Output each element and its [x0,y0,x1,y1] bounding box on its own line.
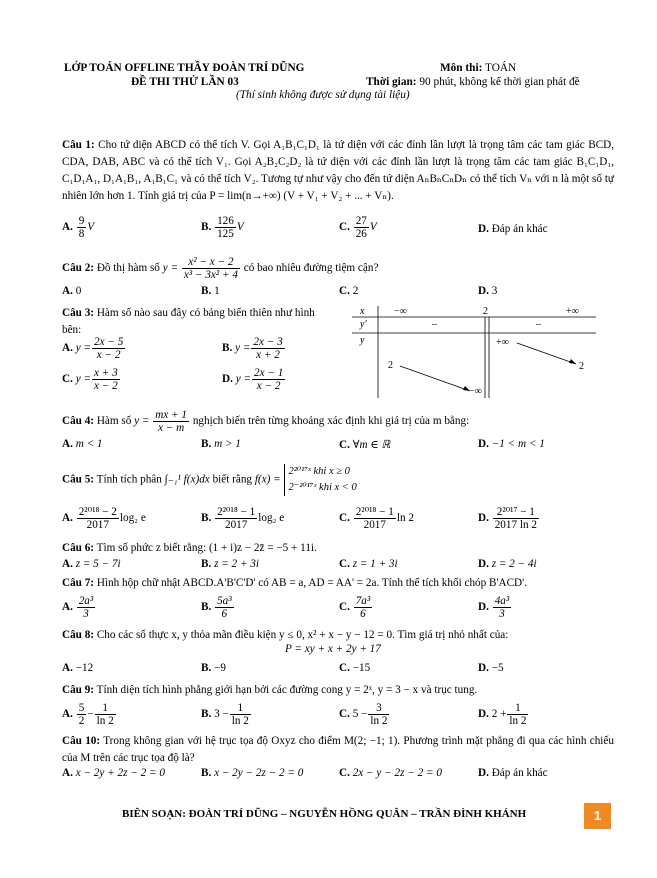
option-tail: V [87,221,95,234]
question-label: Câu 5: [62,473,95,486]
question-text: Trong không gian với hệ trục tọa độ Oxyz cho điểm M(2; −1; 1). Phương trình mặt phẳng đi qua các hình chiếu của M trên các trục tọa độ là? [62,735,614,764]
option-label: A. [62,342,73,355]
option-label: D. [478,662,489,674]
denominator: x − 2 [96,349,121,361]
denominator: 8 [78,228,85,240]
numerator: 126 [217,215,234,227]
denominator: ln 2 [96,715,114,727]
option-label: B. [201,512,212,525]
q5-option-a[interactable] [62,506,146,531]
fraction [95,702,116,727]
fraction [354,215,369,240]
option-label: B. [201,438,212,450]
denominator: 6 [221,608,228,620]
q5-option-b[interactable] [201,506,284,531]
q4-option-d[interactable] [478,438,545,450]
denominator: 125 [217,228,234,240]
denominator: 2017 [224,519,248,531]
question-label: Câu 9: [62,684,95,696]
table-x-right: +∞ [566,306,579,317]
question-3 [62,305,330,339]
question-text-end: có bao nhiêu đường tiệm cận? [243,262,379,275]
question-10 [62,733,614,767]
q2-option-d[interactable] [478,285,497,297]
option-text: 2x − y − 2z − 2 = 0 [352,767,442,779]
option-label: D. [478,767,489,779]
fraction [77,215,87,240]
denominator: 2017 [86,519,109,531]
q5-option-d[interactable] [478,506,540,531]
time-label: Thời gian: [366,76,417,88]
numerator: 9 [78,215,85,227]
q8-option-b[interactable] [201,662,226,674]
option-label: A. [62,601,73,614]
question-5 [62,464,614,500]
denominator: ln 2 [370,715,388,727]
numerator: 1 [507,702,528,715]
option-label: B. [201,708,212,721]
variation-table-grid [352,306,596,398]
option-text: −15 [352,662,371,674]
denominator: x − 2 [256,380,281,392]
numerator: 4a³ [494,595,510,607]
question-text-end: nghịch biến trên từng khoảng xác định khi giá trị của m bằng: [192,415,470,428]
q4-options [62,438,614,460]
numerator: 3 [368,702,389,715]
option-tail: log₂ e [258,512,285,525]
q7-option-b[interactable] [201,595,235,620]
question-text: Hình hộp chữ nhật ABCD.A'B'C'D' có AB = a, AD = AA' = 2a. Tính thể tích khối chóp B'ACD'. [96,577,527,589]
page-number-badge: 1 [584,803,611,829]
table-y-label: y [360,335,365,346]
option-label: D. [222,373,233,386]
table-x-label: x [360,306,365,317]
option-tail: V [369,221,377,234]
question-9 [62,682,614,699]
denominator: 26 [355,228,367,240]
numerator: 2a³ [78,595,94,607]
fraction [77,506,119,531]
option-label: A. [62,662,73,674]
q1-option-c[interactable] [339,215,377,240]
fraction [182,256,240,281]
option-text: x − 2y + 2z − 2 = 0 [75,767,165,779]
option-label: B. [222,342,233,355]
question-7 [62,575,614,592]
option-label: B. [201,221,212,234]
question-label: Câu 6: [62,542,95,554]
numerator: 27 [355,215,367,227]
question-label: Câu 2: [62,262,95,275]
option-text: m < 1 [75,438,103,450]
option-label: B. [201,601,212,614]
option-label: C. [339,512,350,525]
q1-option-b[interactable] [201,215,244,240]
operator: − [87,708,94,721]
question-text: Cho các số thực x, y thỏa mãn điều kiện y ≤ 0, x² + x − y − 12 = 0. Tìm giá trị nhỏ nhất của: [96,629,509,641]
fraction [77,595,96,620]
function-lhs: y = [134,415,150,428]
case-1: 2²⁰¹⁷ˣ khi x ≥ 0 [288,466,350,477]
function-lhs: y = [75,342,91,355]
q9-option-a[interactable] [62,702,117,727]
function-lhs: y = [235,342,251,355]
denominator: 3 [83,608,89,620]
question-text: Đồ thị hàm số [96,262,160,275]
q9-option-c[interactable] [339,702,390,727]
option-tail: ln 2 [396,512,414,525]
table-x-mid: 2 [483,306,488,317]
q10-option-a[interactable] [62,767,165,779]
numerator: 7a³ [355,595,371,607]
option-label: A. [62,767,73,779]
option-label: C. [339,708,350,721]
fraction [230,702,251,727]
q9-options [62,702,614,730]
denominator: 6 [360,608,366,620]
option-tail: log₂ e [119,512,146,525]
numerator: 2²⁰¹⁸ − 2 [78,506,117,518]
fraction [493,595,512,620]
q7-option-c[interactable] [339,595,373,620]
denominator: x − 2 [94,380,118,392]
table-sign-left: – [432,319,437,330]
function-lhs: y = [75,373,91,386]
q7-options [62,595,614,623]
denominator: x + 2 [256,349,280,361]
table-x-left: −∞ [394,306,407,317]
option-label: C. [339,662,350,674]
option-label: C. [62,373,73,386]
fraction [92,336,125,361]
piecewise-lhs: f(x) = [254,473,281,486]
option-label: D. [478,223,489,235]
option-label: D. [478,601,489,614]
question-6 [62,540,614,557]
denominator: x − m [158,422,185,434]
exam-note: (Thí sinh không được sử dụng tài liệu) [236,89,410,101]
q10-option-c[interactable] [339,767,442,779]
question-label: Câu 3: [62,307,95,319]
denominator: 3 [499,608,505,620]
subject-line [440,62,516,74]
numerator: x + 3 [94,367,118,379]
fraction [215,506,257,531]
option-pre: 2 + [491,708,507,721]
footer-authors: BIÊN SOẠN: ĐOÀN TRÍ DŨNG – NGUYỄN HỒNG QUÂN – TRẦN ĐÌNH KHÁNH [122,808,527,820]
option-label: C. [339,558,350,570]
option-label: C. [339,601,350,614]
q5-option-c[interactable] [339,506,414,531]
option-label: A. [62,221,73,234]
option-label: A. [62,285,73,297]
question-8 [62,627,614,644]
q8-formula: P = xy + x + 2y + 17 [285,643,381,655]
q8-options [62,662,614,684]
option-text: z = 2 + 3i [214,558,259,570]
piecewise-cases [284,464,357,496]
denominator: x³ − 3x² + 4 [183,269,238,281]
numerator: 2x − 1 [254,367,284,379]
fraction [215,215,236,240]
q6-option-b[interactable] [201,558,259,570]
fraction [252,367,285,392]
fraction [77,702,87,727]
option-label: D. [478,285,489,297]
fraction [493,506,539,531]
option-text: ∀m ∈ ℝ [352,439,391,451]
function-lhs: y = [235,373,251,386]
option-label: B. [201,285,212,297]
q2-option-b[interactable] [201,285,220,297]
q3-option-d[interactable] [222,367,286,392]
question-label: Câu 1: [62,139,95,151]
question-text: Tính diện tích hình phẳng giới hạn bởi các đường cong y = 2ˣ, y = 3 − x và trục tung. [96,684,478,696]
option-text: 0 [75,285,82,297]
numerator: mx + 1 [155,409,188,421]
option-label: C. [339,285,350,297]
option-text: −5 [491,662,504,674]
fraction [354,595,373,620]
time-value: 90 phút, không kể thời gian phát đề [419,76,580,88]
option-text: 1 [214,285,220,297]
fraction [92,367,120,392]
q8-option-d[interactable] [478,662,504,674]
table-y-left-top: 2 [388,360,393,371]
question-text: Hàm số [96,415,132,428]
option-text: −12 [75,662,94,674]
option-label: D. [478,558,489,570]
q4-option-c[interactable] [339,438,390,451]
denominator: 2017 [363,519,386,531]
q3-option-c[interactable] [62,367,121,392]
exam-title: ĐỀ THI THỬ LẦN 03 [131,76,239,88]
q10-option-d[interactable] [478,767,548,779]
q2-option-c[interactable] [339,285,358,297]
question-text: Cho tứ diện ABCD có thể tích V. Gọi A₁B₁C₁D₁ là tứ diện với các đỉnh lần lượt là trọng tâm các tam giác BCD, CDA, DAB, ABC và có thể tích V₁. Gọi A₂B₂C₂D₂ là tứ diện với các đỉnh lần lượt là trọng tâm các tam giác B₁C₁D₁, C₁D₁A₁, D₁A₁B₁, A₁B₁C₁ và có thể tích V₂. Tương tự như vậy cho đến tứ diện AₙBₙCₙDₙ có thể tích Vₙ với n là một số tự nhiên lớn hơn 1. Tính giá trị của P = lim(n→+∞) (V + V₁ + V₂ + ... + Vₙ). [62,139,615,202]
numerator: x² − x − 2 [182,256,240,269]
table-sign-right: – [536,319,541,330]
option-label: B. [201,558,212,570]
case-2: 2⁻²⁰¹⁷ˣ khi x < 0 [288,482,357,493]
denominator: 2 [78,715,85,727]
option-label: C. [339,439,350,451]
numerator: 2²⁰¹⁸ − 1 [217,506,256,518]
option-label: C. [339,221,350,234]
time-line [366,76,580,88]
option-label: A. [62,558,73,570]
option-text: z = 1 + 3i [352,558,398,570]
q4-option-b[interactable] [201,438,241,450]
variation-table [352,306,596,396]
numerator: 2x − 5 [94,336,124,348]
denominator: 2017 ln 2 [494,519,537,531]
option-label: B. [201,767,212,779]
numerator: 2²⁰¹⁷ − 1 [493,506,539,519]
option-label: D. [478,438,489,450]
q2-option-a[interactable] [62,285,81,297]
option-text: −1 < m < 1 [491,438,545,450]
option-text: z = 2 − 4i [491,558,537,570]
q8-option-a[interactable] [62,662,93,674]
q3-option-a[interactable] [62,336,126,361]
question-4 [62,409,614,434]
table-y-left-bottom: −∞ [469,386,482,397]
q10-option-b[interactable] [201,767,303,779]
option-text: m > 1 [214,438,241,450]
q1-options [62,215,614,243]
numerator: 2²⁰¹⁸ − 1 [355,506,394,518]
q10-options [62,767,614,789]
option-label: A. [62,438,73,450]
fraction [354,506,396,531]
question-label: Câu 8: [62,629,95,641]
q7-option-a[interactable] [62,595,96,620]
option-label: D. [478,708,489,721]
q6-option-c[interactable] [339,558,398,570]
option-text: Đáp án khác [491,767,548,779]
fraction [215,595,234,620]
question-label: Câu 4: [62,415,95,428]
q9-option-b[interactable] [201,702,252,727]
question-2 [62,256,614,281]
q6-option-d[interactable] [478,558,537,570]
subject-value: TOÁN [485,62,517,74]
q5-options [62,506,614,536]
numerator: 5a³ [217,595,232,607]
q1-option-a[interactable] [62,215,94,240]
fraction [153,409,189,434]
table-y-right-bottom: 2 [579,361,584,372]
option-text: −9 [214,662,226,674]
numerator: 5 [78,702,85,714]
option-label: D. [478,512,489,525]
subject-label: Môn thi: [440,62,483,74]
denominator: ln 2 [231,715,249,727]
option-pre: 5 − [352,708,368,721]
q2-options [62,285,614,307]
question-label: Câu 7: [62,577,95,589]
question-text-mid: biết rằng [212,473,253,486]
q4-option-a[interactable] [62,438,103,450]
function-lhs: y = [162,262,179,275]
numerator: 2x − 3 [253,336,283,348]
denominator: ln 2 [509,715,527,727]
option-label: C. [339,767,350,779]
q3-option-b[interactable] [222,336,286,361]
question-1 [62,137,614,205]
q3-options [62,336,342,396]
option-label: A. [62,512,73,525]
numerator: 1 [230,702,251,715]
school-name: LỚP TOÁN OFFLINE THẦY ĐOÀN TRÍ DŨNG [64,62,305,74]
q1-option-d[interactable] [478,223,548,235]
option-pre: 3 − [214,708,229,721]
question-text: Hàm số nào sau đây có bảng biến thiên như hình bên: [62,307,315,336]
option-text: z = 5 − 7i [75,558,121,570]
question-label: Câu 10: [62,735,101,747]
q7-option-d[interactable] [478,595,512,620]
table-yprime-label: y' [360,319,367,330]
integral-expression: ∫₋₁¹ f(x)dx [164,473,210,486]
fraction [251,336,284,361]
option-text: Đáp án khác [491,223,548,235]
option-label: B. [201,662,212,674]
q6-option-a[interactable] [62,558,121,570]
option-text: x − 2y − 2z − 2 = 0 [214,767,304,779]
option-text: 3 [491,285,498,297]
q8-option-c[interactable] [339,662,370,674]
question-text: Tính tích phân [96,473,162,486]
question-text: Tìm số phức z biết rằng: (1 + i)z − 2z̄ = −5 + 11i. [96,542,317,554]
table-y-right-top: +∞ [496,337,509,348]
option-label: A. [62,708,73,721]
q9-option-d[interactable] [478,702,529,727]
option-tail: V [236,221,244,234]
numerator: 1 [95,702,116,715]
fraction [368,702,389,727]
option-text: 2 [352,285,359,297]
fraction [507,702,528,727]
